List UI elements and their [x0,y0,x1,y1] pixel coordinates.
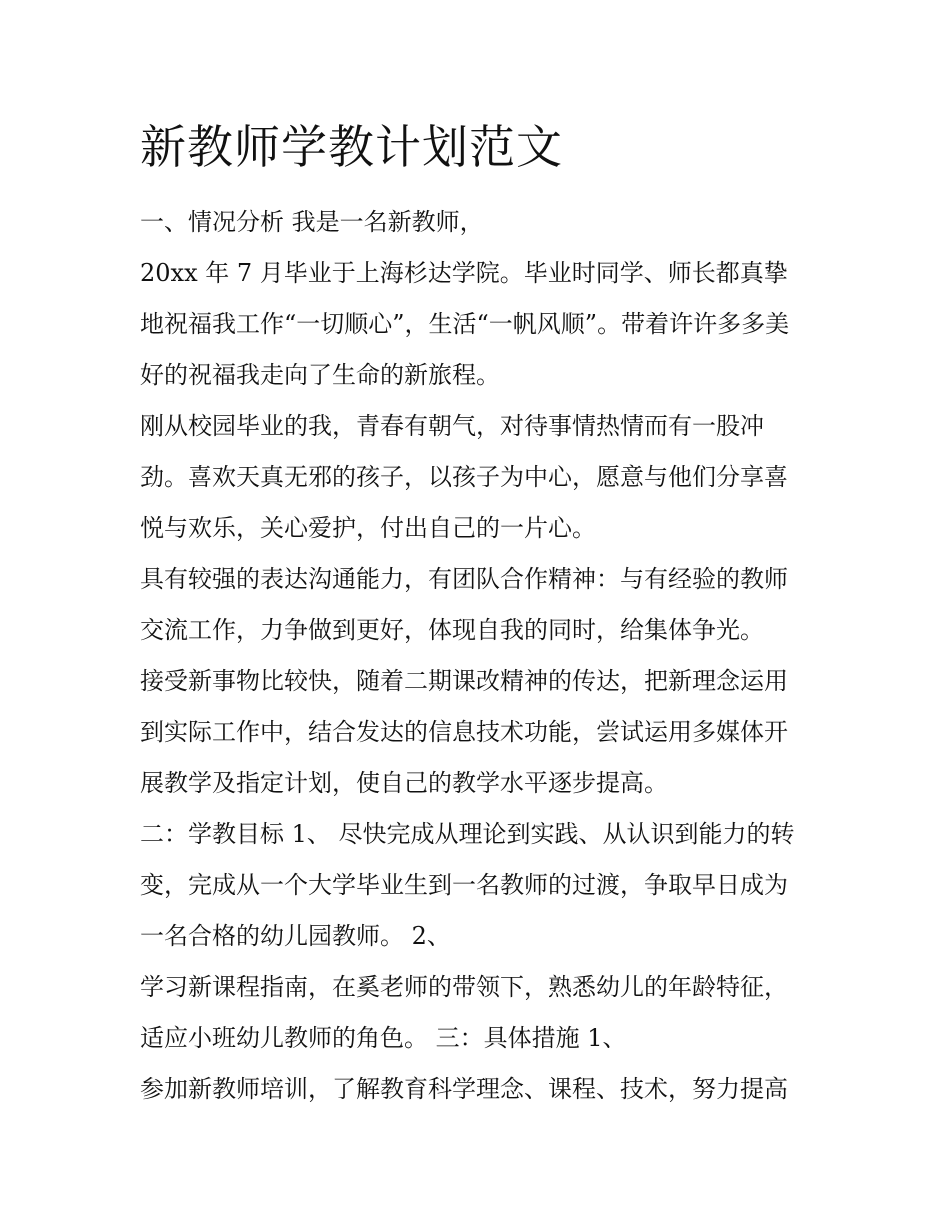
text-line: 展教学及指定计划，使自己的教学水平逐步提高。 [140,769,668,797]
text-line: 20xx 年 7 月毕业于上海杉达学院。毕业时同学、师长都真挚 [140,259,788,287]
text-line: 劲。喜欢天真无邪的孩子，以孩子为中心，愿意与他们分享喜 [140,463,788,491]
text-line: 接受新事物比较快，随着二期课改精神的传达，把新理念运用 [140,667,788,695]
text-line: 地祝福我工作“一切顺心”，生活“一帆风顺”。带着许许多多美 [140,310,790,338]
document-body [140,197,820,1115]
text-line: 交流工作，力争做到更好，体现自我的同时，给集体争光。 [140,616,764,644]
text-line: 一、情况分析 我是一名新教师， [140,208,484,236]
text-line: 具有较强的表达沟通能力，有团队合作精神：与有经验的教师 [140,565,788,593]
text-line: 一名合格的幼儿园教师。 2、 [140,922,451,950]
document-title: 新教师学教计划范文 [140,120,563,174]
text-line: 到实际工作中，结合发达的信息技术功能，尝试运用多媒体开 [140,718,788,746]
text-line: 二：学教目标 1、 尽快完成从理论到实践、从认识到能力的转 [140,820,795,848]
text-line: 刚从校园毕业的我，青春有朝气，对待事情热情而有一股冲 [140,412,764,440]
text-line: 学习新课程指南，在奚老师的带领下，熟悉幼儿的年龄特征， [140,973,788,1001]
text-line: 悦与欢乐，关心爱护，付出自己的一片心。 [140,514,596,542]
text-line: 参加新教师培训，了解教育科学理念、课程、技术，努力提高 [140,1075,788,1103]
text-line: 适应小班幼儿教师的角色。 三：具体措施 1、 [140,1024,627,1052]
text-line: 变，完成从一个大学毕业生到一名教师的过渡，争取早日成为 [140,871,788,899]
text-line: 好的祝福我走向了生命的新旅程。 [140,361,500,389]
